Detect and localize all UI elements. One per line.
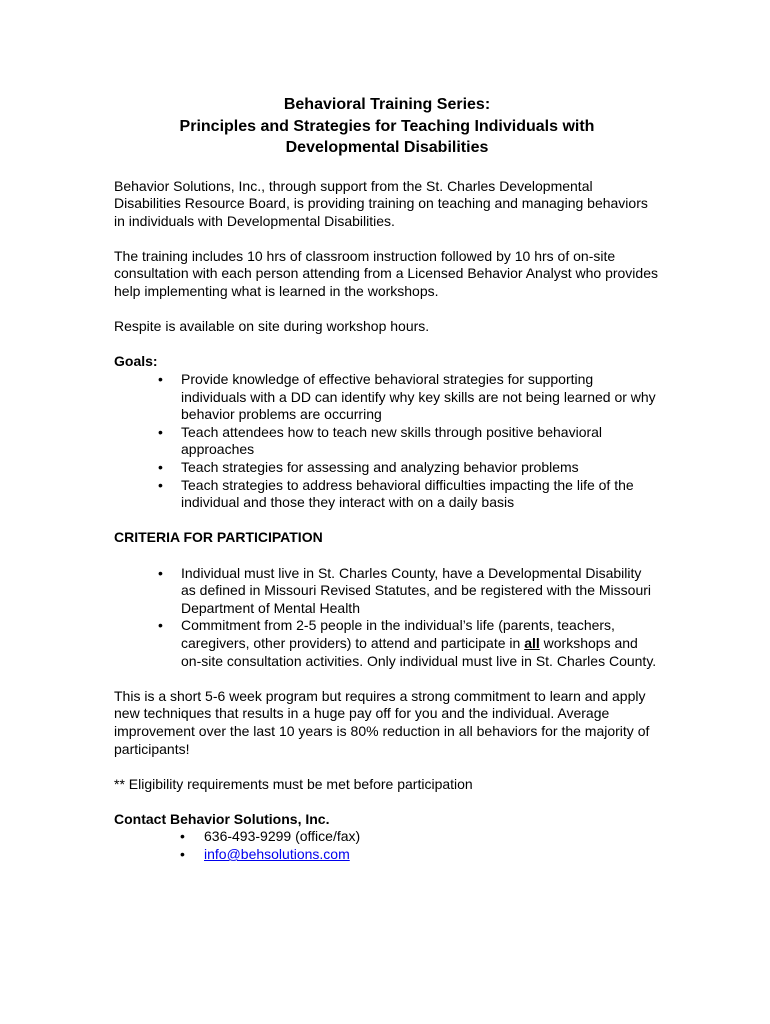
criteria-commitment-text: Commitment from 2-5 people in the individual’s life (parents, teachers, caregivers, other providers) to attend and participate in bbox=[181, 617, 615, 651]
criteria-commitment-text-end: workshops and on-site consultation activities. Only individual must live in St. Charles County. bbox=[181, 634, 657, 669]
contact-email-link[interactable]: info@behsolutions.com bbox=[204, 846, 350, 863]
title-line-1: Behavioral Training Series: bbox=[283, 96, 491, 113]
criteria-item-residence: • Individual must live in St. Charles County, have a Developmental Disability as defined in Missouri Revised Statutes, and be registered with the Missouri Department of Mental Health bbox=[181, 565, 660, 618]
contact-heading: Contact Behavior Solutions, Inc. bbox=[114, 810, 330, 827]
training-paragraph: The training includes 10 hrs of classroom instruction followed by 10 hrs of on-site consultation with each person attending from a Licensed Behavior Analyst who provides help implementing what is learned in the workshops. bbox=[114, 247, 658, 300]
respite-paragraph: Respite is available on site during workshop hours. bbox=[114, 318, 430, 335]
criteria-item-commitment bbox=[181, 617, 660, 670]
title-line-3: Developmental Disabilities bbox=[285, 139, 489, 156]
title-line-2: Principles and Strategies for Teaching Individuals with bbox=[179, 117, 595, 135]
contact-list bbox=[114, 828, 660, 863]
document-title bbox=[114, 94, 660, 159]
goal-item: • Teach strategies to address behavioral difficulties impacting the life of the individual and those they interact with on a daily basis bbox=[181, 477, 660, 512]
criteria-heading: CRITERIA FOR PARTICIPATION bbox=[114, 529, 323, 546]
program-paragraph: This is a short 5-6 week program but requires a strong commitment to learn and apply new techniques that results in a huge pay off for you and the individual. Average improvement over the last 10 years is 80% reduction in all behaviors for the majority of participants! bbox=[114, 687, 650, 757]
goals-heading: Goals: bbox=[114, 353, 158, 370]
criteria-list bbox=[114, 565, 660, 671]
goals-list bbox=[114, 371, 660, 512]
intro-paragraph: Behavior Solutions, Inc., through support from the St. Charles Developmental Disabilities Resource Board, is providing training on teaching and managing behaviors in individuals with Developmental Disabilities. bbox=[114, 177, 648, 229]
goal-item: • Teach attendees how to teach new skills through positive behavioral approaches bbox=[181, 424, 660, 459]
eligibility-note: ** Eligibility requirements must be met before participation bbox=[114, 775, 473, 792]
goal-item: • Teach strategies for assessing and analyzing behavior problems bbox=[181, 459, 660, 477]
goal-item: • Provide knowledge of effective behavioral strategies for supporting individuals with a DD can identify why key skills are not being learned or why behavior problems are occurring bbox=[181, 371, 660, 424]
contact-email-item bbox=[204, 846, 660, 864]
criteria-emphasis: all bbox=[524, 634, 540, 651]
contact-phone: • 636-493-9299 (office/fax) bbox=[204, 828, 660, 846]
